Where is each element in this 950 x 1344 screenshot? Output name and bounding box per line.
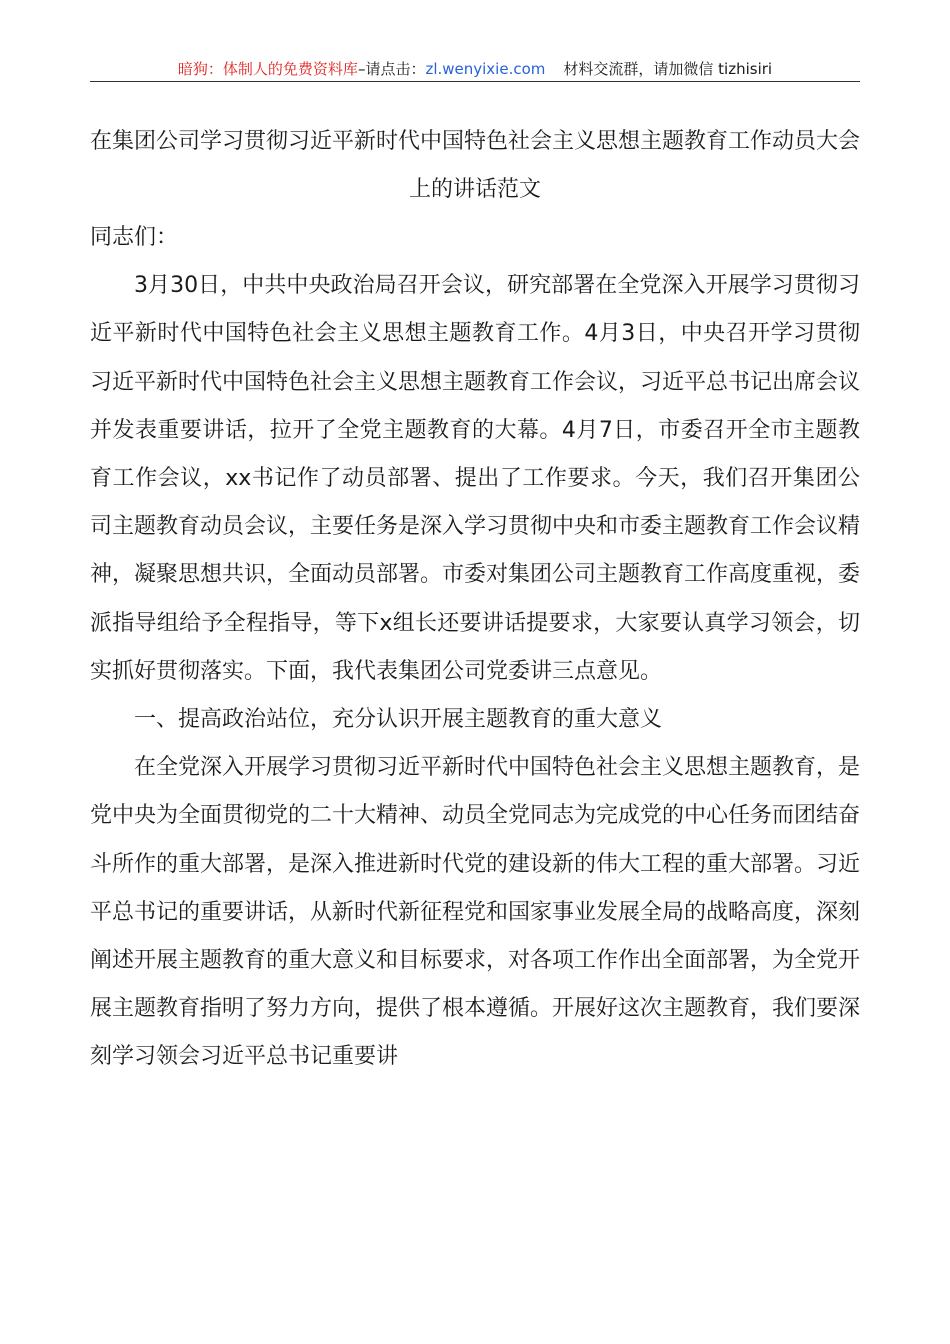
salutation: 同志们： <box>90 225 179 250</box>
header-brand: 暗狗：体制人的免费资料库 <box>177 60 358 78</box>
document-title: 在集团公司学习贯彻习近平新时代中国特色社会主义思想主题教育工作动员大会上的讲话范文 <box>90 129 861 202</box>
page-header <box>90 56 860 82</box>
document-body <box>90 118 860 1082</box>
header-link-prefix: –请点击： <box>357 60 426 78</box>
section-heading-1: 一、提高政治站位，充分认识开展主题教育的重大意义 <box>134 707 663 733</box>
header-divider <box>90 81 860 82</box>
header-wechat-note: 材料交流群，请加微信 tizhisiri <box>563 60 773 78</box>
header-url-link[interactable]: zl.wenyixie.com <box>425 60 546 78</box>
paragraph-intro: 3月30日，中共中央政治局召开会议，研究部署在全党深入开展学习贯彻习近平新时代中国特色社会主义思想主题教育工作。4月3日，中央召开学习贯彻习近平新时代中国特色社会主义思想主题教育工作会议，习近平总书记出席会议并发表重要讲话，拉开了全党主题教育的大幕。4月7日，市委召开全市主题教育工作会议，xx书记作了动员部署、提出了工作要求。今天，我们召开集团公司主题教育动员会议，主要任务是深入学习贯彻中央和市委主题教育工作会议精神，凝聚思想共识，全面动员部署。市委对集团公司主题教育工作高度重视，委派指导组给予全程指导，等下x组长还要讲话提要求，大家要认真学习领会，切实抓好贯彻落实。下面，我代表集团公司党委讲三点意见。 <box>90 273 861 684</box>
paragraph-section-1: 在全党深入开展学习贯彻习近平新时代中国特色社会主义思想主题教育，是党中央为全面贯彻党的二十大精神、动员全党同志为完成党的中心任务而团结奋斗所作的重大部署，是深入推进新时代党的建设新的伟大工程的重大部署。习近平总书记的重要讲话，从新时代新征程党和国家事业发展全局的战略高度，深刻阐述开展主题教育的重大意义和目标要求，对各项工作作出全面部署，为全党开展主题教育指明了努力方向，提供了根本遵循。开展好这次主题教育，我们要深刻学习领会习近平总书记重要讲 <box>90 755 861 1070</box>
